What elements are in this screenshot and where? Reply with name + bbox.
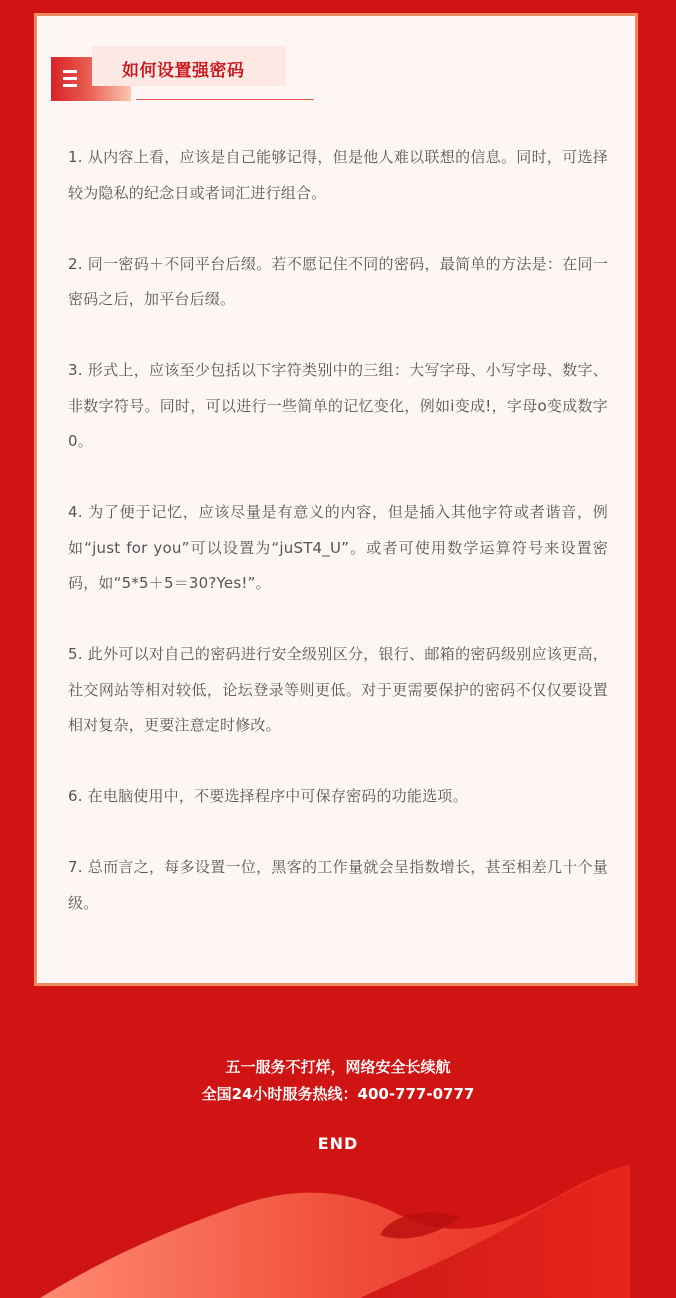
end-label: END: [317, 1134, 359, 1153]
footer-hotline: 全国24小时服务热线：400-777-0777: [201, 1085, 475, 1103]
tips-content: [68, 140, 608, 957]
tip-paragraph: 4. 为了便于记忆，应该尽量是有意义的内容，但是插入其他字符或者谐音，例如“just for you”可以设置为“juST4_U”。或者可使用数学运算符号来设置密码，如“5*5＋5＝30?Yes!”。: [68, 503, 608, 592]
footer-slogan: [0, 1054, 676, 1108]
title-underline: [136, 99, 314, 100]
tip-paragraph: 3. 形式上，应该至少包括以下字符类别中的三组：大写字母、小写字母、数字、非数字符号。同时，可以进行一些简单的记忆变化，例如i变成!，字母o变成数字0。: [68, 361, 608, 450]
menu-icon: [63, 70, 77, 88]
tip-paragraph: 7. 总而言之，每多设置一位，黑客的工作量就会呈指数增长，甚至相差几十个量级。: [68, 858, 608, 912]
footer-slogan-line: 五一服务不打烊，网络安全长续航: [225, 1058, 451, 1076]
decorative-wave: [0, 1160, 676, 1298]
tip-paragraph: 6. 在电脑使用中，不要选择程序中可保存密码的功能选项。: [68, 787, 468, 805]
section-title: 如何设置强密码: [122, 61, 245, 81]
tip-paragraph: 1. 从内容上看，应该是自己能够记得，但是他人难以联想的信息。同时，可选择较为隐私的纪念日或者词汇进行组合。: [68, 148, 608, 202]
tip-paragraph: 2. 同一密码＋不同平台后缀。若不愿记住不同的密码，最简单的方法是：在同一密码之后，加平台后缀。: [68, 254, 608, 308]
tip-paragraph: 5. 此外可以对自己的密码进行安全级别区分，银行、邮箱的密码级别应该更高，社交网站等相对较低，论坛登录等则更低。对于更需要保护的密码不仅仅要设置相对复杂，更要注意定时修改。: [68, 645, 608, 734]
